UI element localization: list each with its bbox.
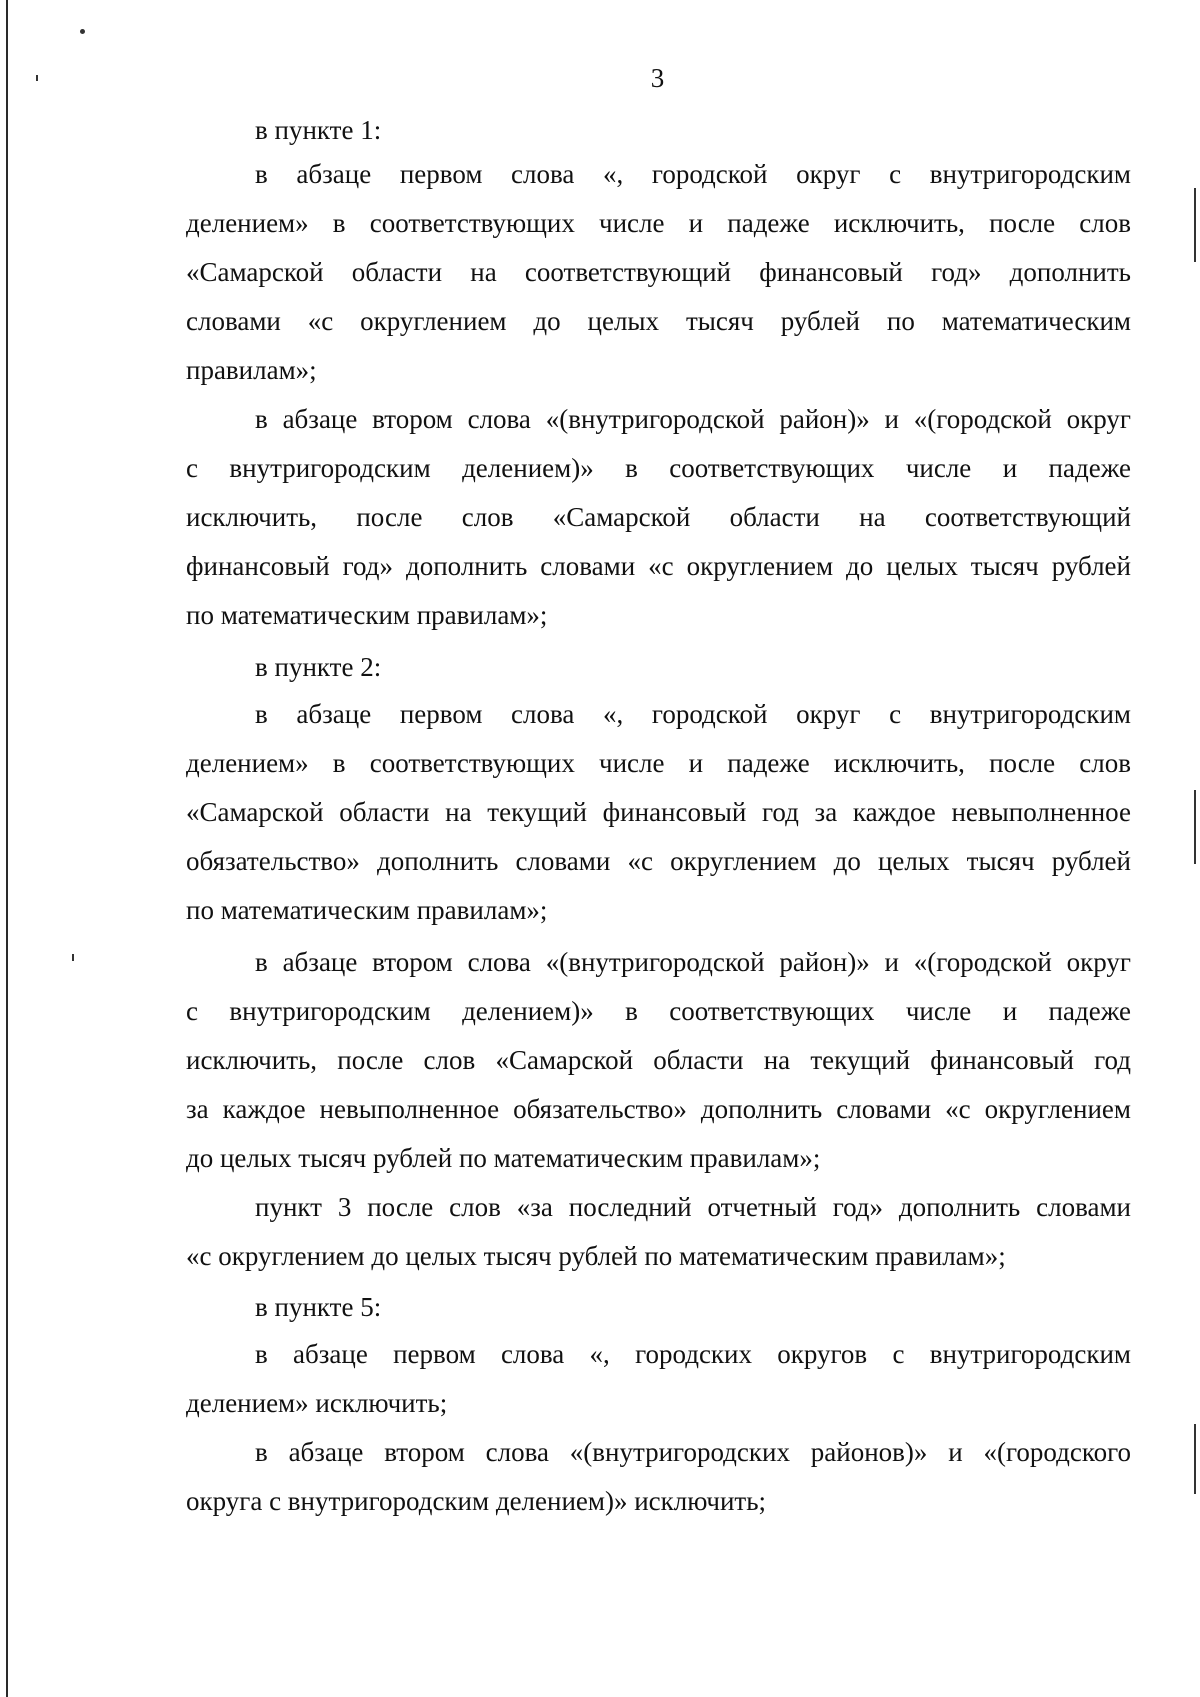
text-line: в абзаце втором слова «(внутригородских районов)» и «(городского <box>255 1437 1131 1467</box>
paragraph <box>186 1428 1131 1526</box>
scan-margin-line <box>1194 790 1196 864</box>
paragraph <box>186 395 1131 640</box>
scan-margin-line <box>1194 188 1196 262</box>
scan-margin-line <box>1194 1424 1196 1494</box>
text-line: округа с внутригородским делением)» исключить; <box>186 1486 767 1516</box>
text-line: в абзаце первом слова «, городской округ с внутригородским <box>255 699 1131 729</box>
text-line: делением» исключить; <box>186 1388 448 1418</box>
text-line: в абзаце первом слова «, городской округ с внутригородским <box>255 159 1131 189</box>
text-line: пункт 3 после слов «за последний отчетный год» дополнить словами <box>255 1192 1131 1222</box>
text-line: правилам»; <box>186 355 317 385</box>
scan-speck <box>80 29 85 34</box>
text-line: в пункте 2: <box>255 652 382 682</box>
text-line: делением» в соответствующих числе и падеже исключить, после слов <box>186 208 1131 238</box>
text-line: исключить, после слов «Самарской области на соответствующий <box>186 502 1131 532</box>
text-line: «Самарской области на текущий финансовый год за каждое невыполненное <box>186 797 1131 827</box>
scan-speck <box>72 954 74 961</box>
paragraph <box>186 1183 1131 1281</box>
scan-edge-line <box>6 0 8 1697</box>
text-line: по математическим правилам»; <box>186 600 548 630</box>
paragraph <box>186 690 1131 935</box>
text-line: до целых тысяч рублей по математическим правилам»; <box>186 1143 821 1173</box>
text-line: в пункте 1: <box>255 115 382 145</box>
text-line: за каждое невыполненное обязательство» дополнить словами «с округлением <box>186 1094 1131 1124</box>
paragraph <box>186 1330 1131 1428</box>
text-line: «Самарской области на соответствующий финансовый год» дополнить <box>186 257 1131 287</box>
text-line: по математическим правилам»; <box>186 895 548 925</box>
text-line: в абзаце первом слова «, городских округов с внутригородским <box>255 1339 1131 1369</box>
paragraph <box>186 106 1131 155</box>
text-line: делением» в соответствующих числе и падеже исключить, после слов <box>186 748 1131 778</box>
text-line: в абзаце втором слова «(внутригородской район)» и «(городской округ <box>255 947 1131 977</box>
text-line: с внутригородским делением)» в соответствующих числе и падеже <box>186 453 1131 483</box>
page-number: 3 <box>650 63 665 93</box>
paragraph <box>186 150 1131 395</box>
paragraph <box>186 1283 1131 1332</box>
text-line: в абзаце втором слова «(внутригородской район)» и «(городской округ <box>255 404 1131 434</box>
text-line: «с округлением до целых тысяч рублей по математическим правилам»; <box>186 1241 1006 1271</box>
text-line: обязательство» дополнить словами «с округлением до целых тысяч рублей <box>186 846 1131 876</box>
text-line: финансовый год» дополнить словами «с округлением до целых тысяч рублей <box>186 551 1131 581</box>
text-line: с внутригородским делением)» в соответствующих числе и падеже <box>186 996 1131 1026</box>
paragraph <box>186 643 1131 692</box>
text-line: исключить, после слов «Самарской области на текущий финансовый год <box>186 1045 1131 1075</box>
text-line: в пункте 5: <box>255 1292 382 1322</box>
paragraph <box>186 938 1131 1183</box>
text-line: словами «с округлением до целых тысяч рублей по математическим <box>186 306 1131 336</box>
